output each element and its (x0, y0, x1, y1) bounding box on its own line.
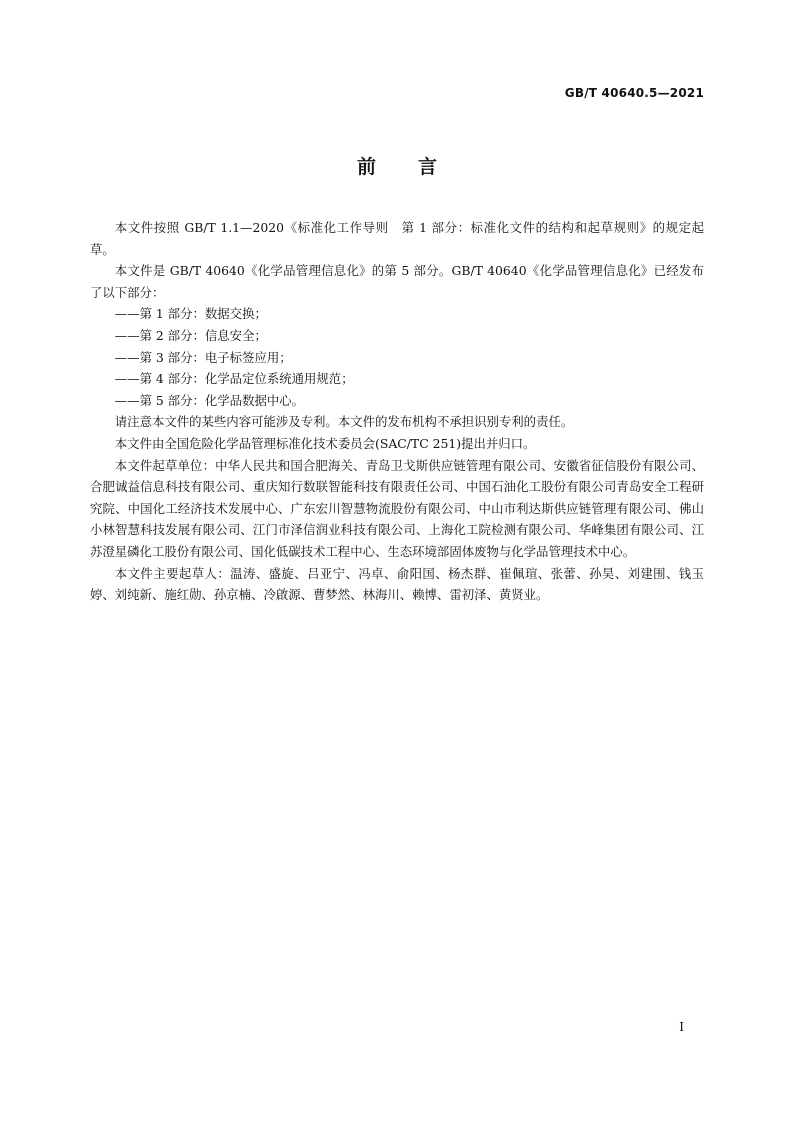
list-item-part-3: ——第 3 部分：电子标签应用； (114, 349, 292, 365)
paragraph-drafting-units: 本文件起草单位：中华人民共和国合肥海关、青岛卫戈斯供应链管理有限公司、安徽省征信股份有限公司、合肥诚益信息科技有限公司、重庆知行数联智能科技有限责任公司、中国石油化工股份有限公司青岛安全工程研究院、中国化工经济技术发展中心、广东宏川智慧物流股份有限公司、中山市利达斯供应链管理有限公司、佛山小林智慧科技发展有限公司、江门市泽信润业科技有限公司、上海化工院检测有限公司、华峰集团有限公司、江苏澄星磷化工股份有限公司、国化低碳技术工程中心、生态环境部固体废物与化学品管理技术中心。 (90, 457, 704, 559)
paragraph-drafting-rules: 本文件按照 GB/T 1.1—2020《标准化工作导则 第 1 部分：标准化文件的结构和起草规则》的规定起草。 (90, 220, 704, 257)
paragraph-series-intro: 本文件是 GB/T 40640《化学品管理信息化》的第 5 部分。GB/T 40640《化学品管理信息化》已经发布了以下部分： (90, 263, 704, 300)
paragraph-proposer: 本文件由全国危险化学品管理标准化技术委员会(SAC/TC 251)提出并归口。 (114, 435, 536, 451)
document-code: GB/T 40640.5—2021 (564, 86, 704, 100)
paragraph-patent-notice: 请注意本文件的某些内容可能涉及专利。本文件的发布机构不承担识别专利的责任。 (114, 414, 574, 430)
list-item-part-4: ——第 4 部分：化学品定位系统通用规范； (114, 371, 354, 387)
page-title: 前言 (356, 156, 479, 178)
document-body (90, 217, 704, 606)
paragraph-drafters: 本文件主要起草人：温涛、盛旋、吕亚宁、冯卓、俞阳国、杨杰群、崔佩瑄、张蕾、孙昊、刘建围、钱玉婷、刘纯新、施红勋、孙京楠、冷啟源、曹梦然、林海川、赖博、雷初泽、黄贤业。 (90, 565, 704, 603)
list-item-part-2: ——第 2 部分：信息安全； (114, 327, 267, 343)
page-number: I (679, 1020, 684, 1034)
list-item-part-1: ——第 1 部分：数据交换； (114, 306, 267, 322)
list-item-part-5: ——第 5 部分：化学品数据中心。 (114, 392, 305, 408)
